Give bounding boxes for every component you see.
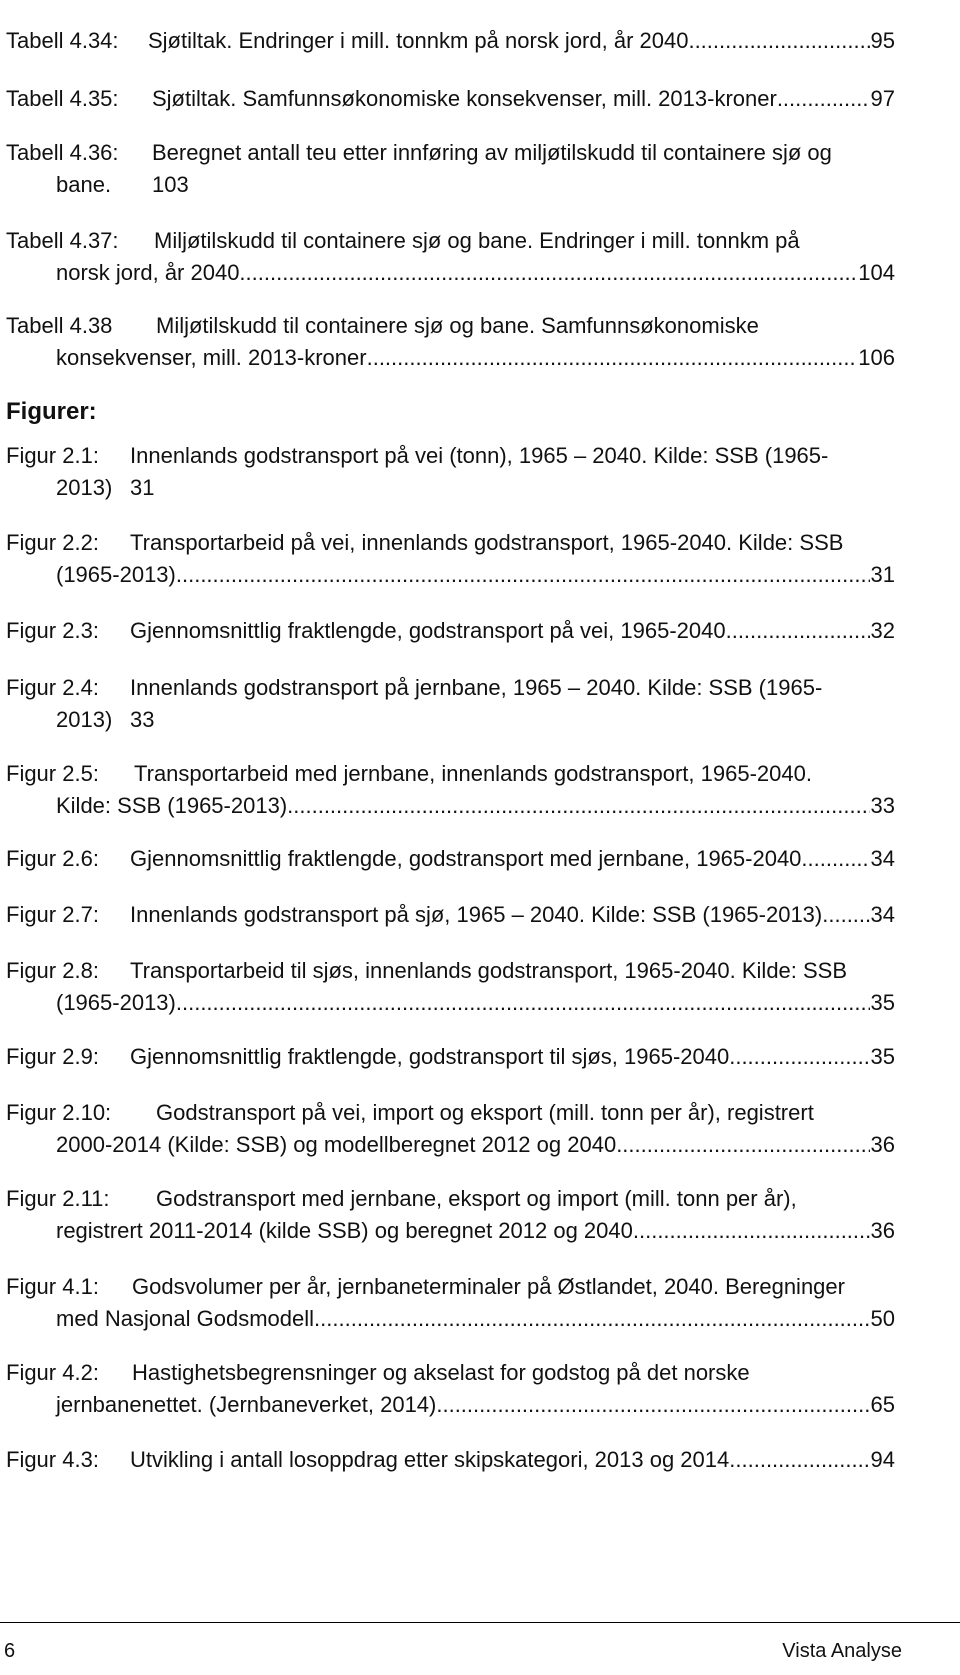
table-title-text: norsk jord, år 2040. (56, 260, 246, 285)
figure-page-number: 31 (870, 562, 895, 587)
leader-dots (176, 990, 870, 1016)
figure-label: Figur 4.2: (6, 1360, 99, 1385)
figure-label: Figur 2.1: (6, 443, 99, 468)
figure-title-text: Gjennomsnittlig fraktlengde, godstransport på vei, 1965-2040 (130, 618, 726, 643)
figure-page-number: 36 (870, 1132, 895, 1157)
figure-page-number: 35 (870, 1044, 895, 1069)
figure-title-line (130, 902, 895, 928)
leader-dots (176, 562, 870, 588)
leader-dots (695, 28, 870, 54)
figure-label: Figur 2.6: (6, 846, 99, 871)
figure-label: Figur 2.5: (6, 761, 99, 786)
table-title-line (152, 86, 895, 112)
figure-title-text: Innenlands godstransport på sjø, 1965 – 2040. Kilde: SSB (1965-2013) (130, 902, 823, 927)
figure-page-number: 36 (870, 1218, 895, 1243)
table-title-text: Sjøtiltak. Samfunnsøkonomiske konsekvenser, mill. 2013-kroner (152, 86, 777, 111)
table-page-number: 97 (870, 86, 895, 111)
leader-dots (729, 1044, 869, 1070)
figure-page-number: 32 (870, 618, 895, 643)
figure-title-text: Kilde: SSB (1965-2013) (56, 793, 288, 818)
figure-page-number: 35 (870, 990, 895, 1015)
figure-title-text: Godsvolumer per år, jernbaneterminaler på Østlandet, 2040. Beregninger (132, 1274, 845, 1299)
figure-title-text: Transportarbeid til sjøs, innenlands godstransport, 1965-2040. Kilde: SSB (130, 958, 848, 983)
table-page-number: 104 (858, 260, 895, 285)
table-title-text: Miljøtilskudd til containere sjø og bane. Endringer i mill. tonnkm på (154, 228, 800, 253)
table-label: Tabell 4.36: (6, 140, 119, 165)
leader-dots (616, 1132, 869, 1158)
figure-title-text: 2013) (56, 707, 113, 732)
figure-title-text: 2000-2014 (Kilde: SSB) og modellberegnet 2012 og 2040 (56, 1132, 617, 1157)
figure-page-number: 50 (870, 1306, 895, 1331)
leader-dots (320, 1306, 869, 1332)
figure-label: Figur 2.3: (6, 618, 99, 643)
table-title-line (56, 260, 895, 286)
figure-title-line (130, 846, 895, 872)
leader-dots (801, 846, 869, 872)
table-page-number: 106 (858, 345, 895, 370)
leader-dots (367, 345, 858, 371)
figure-label: Figur 2.10: (6, 1100, 112, 1125)
leader-dots (246, 260, 858, 286)
figure-title-line (56, 1392, 895, 1418)
leader-dots (726, 618, 870, 644)
table-title-line (56, 345, 895, 371)
figure-page-number: 94 (870, 1447, 895, 1472)
leader-dots (822, 902, 869, 928)
figure-title-line (130, 1447, 895, 1473)
figure-title-line (56, 1132, 895, 1158)
leader-dots (777, 86, 870, 112)
table-title-text: konsekvenser, mill. 2013-kroner (56, 345, 367, 370)
figure-title-text: Gjennomsnittlig fraktlengde, godstransport med jernbane, 1965-2040 (130, 846, 802, 871)
figure-page-number: 33 (870, 793, 895, 818)
figure-title-line (56, 793, 895, 819)
table-title-text: Sjøtiltak. Endringer i mill. tonnkm på norsk jord, år 2040. (148, 28, 695, 53)
table-page-number: 103 (152, 172, 189, 197)
figure-title-line (130, 1044, 895, 1070)
figure-label: Figur 2.9: (6, 1044, 99, 1069)
figure-title-line (56, 1306, 895, 1332)
figure-page-number: 34 (870, 902, 895, 927)
figure-title-text: (1965-2013) (56, 990, 176, 1015)
figure-title-text: Utvikling i antall losoppdrag etter skipskategori, 2013 og 2014 (130, 1447, 730, 1472)
figure-title-text: Hastighetsbegrensninger og akselast for godstog på det norske (132, 1360, 750, 1385)
figure-title-text: Godstransport med jernbane, eksport og import (mill. tonn per år), (156, 1186, 797, 1211)
figure-title-text: Godstransport på vei, import og eksport (mill. tonn per år), registrert (156, 1100, 814, 1125)
table-title-line (148, 28, 895, 54)
figure-title-text: (1965-2013) (56, 562, 176, 587)
figure-label: Figur 2.7: (6, 902, 99, 927)
figure-title-text: 2013) (56, 475, 113, 500)
leader-dots (436, 1392, 869, 1418)
figure-page-number: 34 (870, 846, 895, 871)
table-label: Tabell 4.37: (6, 228, 119, 253)
footer-rule (0, 1622, 960, 1623)
table-label: Tabell 4.34: (6, 28, 119, 53)
table-page-number: 95 (870, 28, 895, 53)
figure-title-text: registrert 2011-2014 (kilde SSB) og beregnet 2012 og 2040 (56, 1218, 633, 1243)
figure-label: Figur 2.8: (6, 958, 99, 983)
figure-page-number: 31 (130, 475, 155, 500)
table-title-text: Miljøtilskudd til containere sjø og bane. Samfunnsøkonomiske (156, 313, 759, 338)
figure-title-line (56, 562, 895, 588)
table-label-cont: bane. (56, 172, 112, 197)
figure-title-line (56, 1218, 895, 1244)
footer-brand: Vista Analyse (782, 1640, 902, 1662)
leader-dots (287, 793, 869, 819)
table-label: Tabell 4.35: (6, 86, 119, 111)
figure-label: Figur 4.3: (6, 1447, 99, 1472)
figure-title-line (56, 990, 895, 1016)
figure-label: Figur 2.2: (6, 530, 99, 555)
figure-title-text: Transportarbeid på vei, innenlands godstransport, 1965-2040. Kilde: SSB (130, 530, 844, 555)
figure-page-number: 65 (870, 1392, 895, 1417)
figure-page-number: 33 (130, 707, 155, 732)
leader-dots (633, 1218, 870, 1244)
figure-title-text: Gjennomsnittlig fraktlengde, godstransport til sjøs, 1965-2040 (130, 1044, 730, 1069)
figure-label: Figur 4.1: (6, 1274, 99, 1299)
footer-page-number: 6 (4, 1640, 16, 1662)
figure-title-text: Innenlands godstransport på vei (tonn), 1965 – 2040. Kilde: SSB (1965- (130, 443, 829, 468)
figure-title-text: Innenlands godstransport på jernbane, 1965 – 2040. Kilde: SSB (1965- (130, 675, 823, 700)
figure-title-text: med Nasjonal Godsmodell. (56, 1306, 321, 1331)
figure-label: Figur 2.4: (6, 675, 99, 700)
figure-title-line (130, 618, 895, 644)
figures-heading: Figurer: (6, 398, 97, 425)
table-title-text: Beregnet antall teu etter innføring av miljøtilskudd til containere sjø og (152, 140, 832, 165)
figure-title-text: jernbanenettet. (Jernbaneverket, 2014) (56, 1392, 437, 1417)
figure-label: Figur 2.11: (6, 1186, 110, 1211)
figure-title-text: Transportarbeid med jernbane, innenlands godstransport, 1965-2040. (134, 761, 812, 786)
leader-dots (729, 1447, 869, 1473)
table-label: Tabell 4.38 (6, 313, 113, 338)
